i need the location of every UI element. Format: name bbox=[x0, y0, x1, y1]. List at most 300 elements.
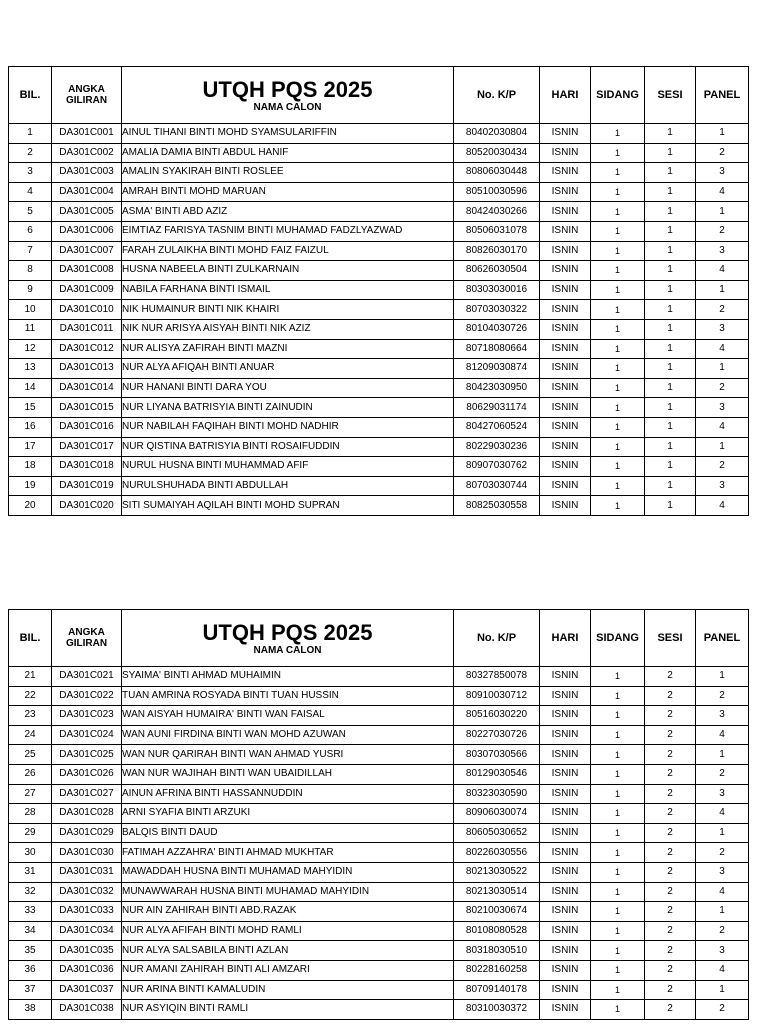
nokp-cell: 80327850078 bbox=[454, 667, 540, 687]
table-row bbox=[9, 300, 749, 320]
bil-cell: 4 bbox=[9, 182, 52, 202]
nama-calon-cell: NUR ARINA BINTI KAMALUDIN bbox=[122, 980, 454, 1000]
panel-cell: 1 bbox=[696, 745, 749, 765]
angka-giliran-cell: DA301C020 bbox=[52, 496, 122, 516]
panel-cell: 3 bbox=[696, 941, 749, 961]
panel-cell: 2 bbox=[696, 764, 749, 784]
hari-cell: ISNIN bbox=[540, 319, 591, 339]
table-row bbox=[9, 882, 749, 902]
hari-cell: ISNIN bbox=[540, 261, 591, 281]
nama-calon-cell: AINUL TIHANI BINTI MOHD SYAMSULARIFFIN bbox=[122, 124, 454, 144]
bil-cell: 8 bbox=[9, 261, 52, 281]
nama-calon-cell: NUR ALISYA ZAFIRAH BINTI MAZNI bbox=[122, 339, 454, 359]
bil-cell: 2 bbox=[9, 143, 52, 163]
sesi-cell: 1 bbox=[645, 124, 696, 144]
angka-giliran-cell: DA301C001 bbox=[52, 124, 122, 144]
page-title: UTQH PQS 2025 bbox=[202, 76, 373, 102]
sidang-cell: 1 bbox=[591, 823, 645, 843]
nama-calon-cell: MUNAWWARAH HUSNA BINTI MUHAMAD MAHYIDIN bbox=[122, 882, 454, 902]
sidang-cell: 1 bbox=[591, 417, 645, 437]
sidang-cell: 1 bbox=[591, 319, 645, 339]
nokp-cell: 80318030510 bbox=[454, 941, 540, 961]
table-row bbox=[9, 862, 749, 882]
sidang-cell: 1 bbox=[591, 882, 645, 902]
bil-cell: 18 bbox=[9, 457, 52, 477]
panel-cell: 2 bbox=[696, 378, 749, 398]
hari-cell: ISNIN bbox=[540, 476, 591, 496]
sesi-cell: 1 bbox=[645, 182, 696, 202]
hari-cell: ISNIN bbox=[540, 882, 591, 902]
bil-cell: 29 bbox=[9, 823, 52, 843]
nama-calon-cell: ASMA' BINTI ABD AZIZ bbox=[122, 202, 454, 222]
angka-giliran-header bbox=[52, 67, 122, 124]
panel-header: PANEL bbox=[696, 67, 749, 124]
angka-giliran-cell: DA301C003 bbox=[52, 163, 122, 183]
bil-cell: 9 bbox=[9, 280, 52, 300]
table-body bbox=[9, 667, 749, 1020]
hari-cell: ISNIN bbox=[540, 221, 591, 241]
nama-calon-cell: NURULSHUHADA BINTI ABDULLAH bbox=[122, 476, 454, 496]
nokp-cell: 80213030522 bbox=[454, 862, 540, 882]
sidang-cell: 1 bbox=[591, 378, 645, 398]
hari-cell: ISNIN bbox=[540, 359, 591, 379]
bil-cell: 30 bbox=[9, 843, 52, 863]
nokp-cell: 80709140178 bbox=[454, 980, 540, 1000]
sidang-cell: 1 bbox=[591, 143, 645, 163]
table-row bbox=[9, 843, 749, 863]
nokp-cell: 80506031078 bbox=[454, 221, 540, 241]
bil-cell: 38 bbox=[9, 1000, 52, 1020]
hari-cell: ISNIN bbox=[540, 843, 591, 863]
angka-giliran-cell: DA301C007 bbox=[52, 241, 122, 261]
nama-calon-cell: NIK HUMAINUR BINTI NIK KHAIRI bbox=[122, 300, 454, 320]
giliran-label: GILIRAN bbox=[65, 638, 108, 649]
hari-cell: ISNIN bbox=[540, 417, 591, 437]
table-row bbox=[9, 823, 749, 843]
bil-cell: 28 bbox=[9, 804, 52, 824]
sesi-cell: 1 bbox=[645, 221, 696, 241]
sesi-cell: 1 bbox=[645, 202, 696, 222]
angka-giliran-cell: DA301C031 bbox=[52, 862, 122, 882]
angka-giliran-cell: DA301C022 bbox=[52, 686, 122, 706]
nama-calon-cell: HUSNA NABEELA BINTI ZULKARNAIN bbox=[122, 261, 454, 281]
nokp-cell: 80626030504 bbox=[454, 261, 540, 281]
hari-cell: ISNIN bbox=[540, 398, 591, 418]
nama-calon-cell: NABILA FARHANA BINTI ISMAIL bbox=[122, 280, 454, 300]
hari-cell: ISNIN bbox=[540, 667, 591, 687]
sidang-cell: 1 bbox=[591, 804, 645, 824]
sidang-cell: 1 bbox=[591, 745, 645, 765]
hari-cell: ISNIN bbox=[540, 300, 591, 320]
table-row bbox=[9, 941, 749, 961]
table-row bbox=[9, 476, 749, 496]
sidang-cell: 1 bbox=[591, 725, 645, 745]
angka-giliran-cell: DA301C027 bbox=[52, 784, 122, 804]
bil-cell: 22 bbox=[9, 686, 52, 706]
table-row bbox=[9, 280, 749, 300]
nama-calon-label: NAMA CALON bbox=[253, 644, 322, 656]
nama-calon-cell: SITI SUMAIYAH AQILAH BINTI MOHD SUPRAN bbox=[122, 496, 454, 516]
table-row bbox=[9, 1000, 749, 1020]
nokp-cell: 80213030514 bbox=[454, 882, 540, 902]
table-row bbox=[9, 378, 749, 398]
hari-cell: ISNIN bbox=[540, 745, 591, 765]
nokp-cell: 80423030950 bbox=[454, 378, 540, 398]
angka-giliran-cell: DA301C035 bbox=[52, 941, 122, 961]
panel-cell: 1 bbox=[696, 359, 749, 379]
nokp-cell: 80907030762 bbox=[454, 457, 540, 477]
nokp-cell: 80323030590 bbox=[454, 784, 540, 804]
sidang-cell: 1 bbox=[591, 1000, 645, 1020]
bil-cell: 26 bbox=[9, 764, 52, 784]
candidate-table-1 bbox=[8, 66, 749, 516]
angka-giliran-cell: DA301C002 bbox=[52, 143, 122, 163]
hari-cell: ISNIN bbox=[540, 496, 591, 516]
nokp-cell: 80227030726 bbox=[454, 725, 540, 745]
table-header-row bbox=[9, 610, 749, 667]
table-row bbox=[9, 667, 749, 687]
bil-cell: 6 bbox=[9, 221, 52, 241]
sidang-cell: 1 bbox=[591, 862, 645, 882]
nama-calon-label: NAMA CALON bbox=[253, 101, 322, 113]
angka-giliran-cell: DA301C016 bbox=[52, 417, 122, 437]
nama-calon-cell: NUR ALYA AFIQAH BINTI ANUAR bbox=[122, 359, 454, 379]
sesi-cell: 2 bbox=[645, 862, 696, 882]
sidang-cell: 1 bbox=[591, 784, 645, 804]
table-row bbox=[9, 921, 749, 941]
angka-giliran-cell: DA301C037 bbox=[52, 980, 122, 1000]
angka-label: ANGKA bbox=[68, 627, 105, 638]
sidang-cell: 1 bbox=[591, 202, 645, 222]
panel-cell: 2 bbox=[696, 457, 749, 477]
table-row bbox=[9, 182, 749, 202]
sesi-cell: 1 bbox=[645, 398, 696, 418]
hari-cell: ISNIN bbox=[540, 725, 591, 745]
nokp-cell: 80520030434 bbox=[454, 143, 540, 163]
angka-giliran-cell: DA301C038 bbox=[52, 1000, 122, 1020]
bil-header: BIL. bbox=[9, 67, 52, 124]
nama-calon-cell: ARNI SYAFIA BINTI ARZUKI bbox=[122, 804, 454, 824]
nokp-cell: 80605030652 bbox=[454, 823, 540, 843]
nama-calon-cell: NUR LIYANA BATRISYIA BINTI ZAINUDIN bbox=[122, 398, 454, 418]
panel-cell: 2 bbox=[696, 843, 749, 863]
nokp-header: No. K/P bbox=[454, 610, 540, 667]
bil-cell: 20 bbox=[9, 496, 52, 516]
sesi-cell: 1 bbox=[645, 163, 696, 183]
nokp-cell: 80307030566 bbox=[454, 745, 540, 765]
panel-cell: 4 bbox=[696, 261, 749, 281]
table-row bbox=[9, 437, 749, 457]
nokp-cell: 80510030596 bbox=[454, 182, 540, 202]
sesi-cell: 1 bbox=[645, 300, 696, 320]
hari-cell: ISNIN bbox=[540, 921, 591, 941]
sidang-cell: 1 bbox=[591, 261, 645, 281]
nama-calon-cell: NUR ASYIQIN BINTI RAMLI bbox=[122, 1000, 454, 1020]
sidang-cell: 1 bbox=[591, 339, 645, 359]
sesi-cell: 2 bbox=[645, 784, 696, 804]
bil-cell: 27 bbox=[9, 784, 52, 804]
sesi-cell: 1 bbox=[645, 280, 696, 300]
sidang-cell: 1 bbox=[591, 300, 645, 320]
angka-giliran-cell: DA301C013 bbox=[52, 359, 122, 379]
table-row bbox=[9, 359, 749, 379]
page-title: UTQH PQS 2025 bbox=[202, 619, 373, 645]
bil-cell: 25 bbox=[9, 745, 52, 765]
nokp-header: No. K/P bbox=[454, 67, 540, 124]
angka-giliran-cell: DA301C026 bbox=[52, 764, 122, 784]
bil-cell: 33 bbox=[9, 902, 52, 922]
nokp-cell: 80129030546 bbox=[454, 764, 540, 784]
hari-cell: ISNIN bbox=[540, 163, 591, 183]
sesi-cell: 2 bbox=[645, 902, 696, 922]
table-row bbox=[9, 980, 749, 1000]
nokp-cell: 80226030556 bbox=[454, 843, 540, 863]
sesi-cell: 2 bbox=[645, 823, 696, 843]
hari-cell: ISNIN bbox=[540, 143, 591, 163]
table-row bbox=[9, 686, 749, 706]
panel-cell: 2 bbox=[696, 686, 749, 706]
sidang-cell: 1 bbox=[591, 182, 645, 202]
panel-cell: 3 bbox=[696, 862, 749, 882]
bil-cell: 11 bbox=[9, 319, 52, 339]
nama-calon-cell: AMALIN SYAKIRAH BINTI ROSLEE bbox=[122, 163, 454, 183]
nama-calon-cell: AMRAH BINTI MOHD MARUAN bbox=[122, 182, 454, 202]
bil-cell: 3 bbox=[9, 163, 52, 183]
table-row bbox=[9, 398, 749, 418]
table-row bbox=[9, 319, 749, 339]
angka-giliran-cell: DA301C032 bbox=[52, 882, 122, 902]
hari-cell: ISNIN bbox=[540, 823, 591, 843]
bil-cell: 34 bbox=[9, 921, 52, 941]
angka-giliran-cell: DA301C021 bbox=[52, 667, 122, 687]
sidang-cell: 1 bbox=[591, 241, 645, 261]
panel-cell: 1 bbox=[696, 980, 749, 1000]
panel-cell: 4 bbox=[696, 182, 749, 202]
angka-giliran-cell: DA301C010 bbox=[52, 300, 122, 320]
nokp-cell: 80910030712 bbox=[454, 686, 540, 706]
nokp-cell: 81209030874 bbox=[454, 359, 540, 379]
nama-calon-cell: NUR HANANI BINTI DARA YOU bbox=[122, 378, 454, 398]
nokp-cell: 80826030170 bbox=[454, 241, 540, 261]
nokp-cell: 80427060524 bbox=[454, 417, 540, 437]
hari-cell: ISNIN bbox=[540, 941, 591, 961]
sidang-cell: 1 bbox=[591, 476, 645, 496]
nokp-cell: 80906030074 bbox=[454, 804, 540, 824]
sidang-header: SIDANG bbox=[591, 67, 645, 124]
sesi-cell: 2 bbox=[645, 804, 696, 824]
table-header-row bbox=[9, 67, 749, 124]
sesi-cell: 1 bbox=[645, 457, 696, 477]
sidang-cell: 1 bbox=[591, 686, 645, 706]
hari-cell: ISNIN bbox=[540, 378, 591, 398]
nama-calon-cell: SYAIMA' BINTI AHMAD MUHAIMIN bbox=[122, 667, 454, 687]
angka-giliran-cell: DA301C034 bbox=[52, 921, 122, 941]
panel-cell: 3 bbox=[696, 319, 749, 339]
table-row bbox=[9, 221, 749, 241]
sidang-cell: 1 bbox=[591, 706, 645, 726]
nokp-cell: 80516030220 bbox=[454, 706, 540, 726]
table-row bbox=[9, 784, 749, 804]
hari-cell: ISNIN bbox=[540, 202, 591, 222]
bil-cell: 5 bbox=[9, 202, 52, 222]
nokp-cell: 80629031174 bbox=[454, 398, 540, 418]
panel-cell: 2 bbox=[696, 221, 749, 241]
hari-cell: ISNIN bbox=[540, 960, 591, 980]
nokp-cell: 80210030674 bbox=[454, 902, 540, 922]
sidang-cell: 1 bbox=[591, 921, 645, 941]
sesi-cell: 1 bbox=[645, 261, 696, 281]
sesi-cell: 1 bbox=[645, 437, 696, 457]
hari-cell: ISNIN bbox=[540, 124, 591, 144]
hari-header: HARI bbox=[540, 67, 591, 124]
angka-giliran-cell: DA301C015 bbox=[52, 398, 122, 418]
angka-label: ANGKA bbox=[68, 84, 105, 95]
hari-header: HARI bbox=[540, 610, 591, 667]
angka-giliran-cell: DA301C011 bbox=[52, 319, 122, 339]
title-header bbox=[122, 610, 454, 667]
angka-giliran-cell: DA301C019 bbox=[52, 476, 122, 496]
table-row bbox=[9, 202, 749, 222]
table-row bbox=[9, 725, 749, 745]
bil-cell: 1 bbox=[9, 124, 52, 144]
sesi-cell: 2 bbox=[645, 667, 696, 687]
sidang-cell: 1 bbox=[591, 221, 645, 241]
angka-giliran-cell: DA301C012 bbox=[52, 339, 122, 359]
panel-cell: 3 bbox=[696, 706, 749, 726]
sesi-header: SESI bbox=[645, 610, 696, 667]
sidang-cell: 1 bbox=[591, 359, 645, 379]
bil-cell: 24 bbox=[9, 725, 52, 745]
sidang-cell: 1 bbox=[591, 902, 645, 922]
bil-cell: 15 bbox=[9, 398, 52, 418]
nokp-cell: 80424030266 bbox=[454, 202, 540, 222]
bil-cell: 31 bbox=[9, 862, 52, 882]
hari-cell: ISNIN bbox=[540, 182, 591, 202]
sidang-cell: 1 bbox=[591, 437, 645, 457]
table-row bbox=[9, 241, 749, 261]
sesi-cell: 2 bbox=[645, 706, 696, 726]
bil-cell: 13 bbox=[9, 359, 52, 379]
hari-cell: ISNIN bbox=[540, 902, 591, 922]
nokp-cell: 80703030322 bbox=[454, 300, 540, 320]
angka-giliran-cell: DA301C005 bbox=[52, 202, 122, 222]
panel-cell: 1 bbox=[696, 202, 749, 222]
sidang-cell: 1 bbox=[591, 843, 645, 863]
title-header bbox=[122, 67, 454, 124]
sesi-cell: 2 bbox=[645, 921, 696, 941]
angka-giliran-cell: DA301C030 bbox=[52, 843, 122, 863]
sesi-cell: 1 bbox=[645, 378, 696, 398]
sidang-cell: 1 bbox=[591, 280, 645, 300]
angka-giliran-cell: DA301C006 bbox=[52, 221, 122, 241]
panel-cell: 3 bbox=[696, 784, 749, 804]
sesi-cell: 2 bbox=[645, 941, 696, 961]
sesi-cell: 2 bbox=[645, 764, 696, 784]
nokp-cell: 80104030726 bbox=[454, 319, 540, 339]
nama-calon-cell: NUR NABILAH FAQIHAH BINTI MOHD NADHIR bbox=[122, 417, 454, 437]
sesi-cell: 2 bbox=[645, 745, 696, 765]
hari-cell: ISNIN bbox=[540, 764, 591, 784]
angka-giliran-cell: DA301C029 bbox=[52, 823, 122, 843]
nama-calon-cell: NUR AMANI ZAHIRAH BINTI ALI AMZARI bbox=[122, 960, 454, 980]
bil-cell: 19 bbox=[9, 476, 52, 496]
nokp-cell: 80825030558 bbox=[454, 496, 540, 516]
nokp-cell: 80402030804 bbox=[454, 124, 540, 144]
nama-calon-cell: AMALIA DAMIA BINTI ABDUL HANIF bbox=[122, 143, 454, 163]
panel-cell: 4 bbox=[696, 804, 749, 824]
hari-cell: ISNIN bbox=[540, 457, 591, 477]
nokp-cell: 80108080528 bbox=[454, 921, 540, 941]
table-row bbox=[9, 764, 749, 784]
nama-calon-cell: BALQIS BINTI DAUD bbox=[122, 823, 454, 843]
sesi-cell: 1 bbox=[645, 241, 696, 261]
panel-cell: 3 bbox=[696, 476, 749, 496]
angka-giliran-cell: DA301C033 bbox=[52, 902, 122, 922]
panel-header: PANEL bbox=[696, 610, 749, 667]
table-row bbox=[9, 457, 749, 477]
panel-cell: 2 bbox=[696, 143, 749, 163]
nama-calon-cell: FARAH ZULAIKHA BINTI MOHD FAIZ FAIZUL bbox=[122, 241, 454, 261]
panel-cell: 4 bbox=[696, 882, 749, 902]
panel-cell: 3 bbox=[696, 241, 749, 261]
nama-calon-cell: AINUN AFRINA BINTI HASSANNUDDIN bbox=[122, 784, 454, 804]
nama-calon-cell: NUR ALYA SALSABILA BINTI AZLAN bbox=[122, 941, 454, 961]
hari-cell: ISNIN bbox=[540, 686, 591, 706]
sidang-cell: 1 bbox=[591, 980, 645, 1000]
panel-cell: 4 bbox=[696, 339, 749, 359]
panel-cell: 2 bbox=[696, 921, 749, 941]
sidang-cell: 1 bbox=[591, 941, 645, 961]
sesi-cell: 1 bbox=[645, 359, 696, 379]
sidang-cell: 1 bbox=[591, 496, 645, 516]
nokp-cell: 80228160258 bbox=[454, 960, 540, 980]
bil-cell: 14 bbox=[9, 378, 52, 398]
bil-cell: 17 bbox=[9, 437, 52, 457]
panel-cell: 1 bbox=[696, 280, 749, 300]
table-row bbox=[9, 960, 749, 980]
sidang-cell: 1 bbox=[591, 398, 645, 418]
panel-cell: 4 bbox=[696, 417, 749, 437]
angka-giliran-cell: DA301C028 bbox=[52, 804, 122, 824]
table-row bbox=[9, 902, 749, 922]
nokp-cell: 80229030236 bbox=[454, 437, 540, 457]
table-row bbox=[9, 339, 749, 359]
table-row bbox=[9, 706, 749, 726]
hari-cell: ISNIN bbox=[540, 1000, 591, 1020]
angka-giliran-cell: DA301C014 bbox=[52, 378, 122, 398]
sesi-cell: 1 bbox=[645, 496, 696, 516]
nama-calon-cell: FATIMAH AZZAHRA' BINTI AHMAD MUKHTAR bbox=[122, 843, 454, 863]
sesi-cell: 1 bbox=[645, 339, 696, 359]
bil-cell: 36 bbox=[9, 960, 52, 980]
angka-giliran-cell: DA301C009 bbox=[52, 280, 122, 300]
panel-cell: 4 bbox=[696, 496, 749, 516]
table-row bbox=[9, 745, 749, 765]
nokp-cell: 80806030448 bbox=[454, 163, 540, 183]
angka-giliran-cell: DA301C008 bbox=[52, 261, 122, 281]
table-row bbox=[9, 124, 749, 144]
bil-cell: 21 bbox=[9, 667, 52, 687]
hari-cell: ISNIN bbox=[540, 784, 591, 804]
hari-cell: ISNIN bbox=[540, 339, 591, 359]
angka-giliran-cell: DA301C017 bbox=[52, 437, 122, 457]
bil-cell: 35 bbox=[9, 941, 52, 961]
panel-cell: 1 bbox=[696, 823, 749, 843]
table-body bbox=[9, 124, 749, 516]
bil-header: BIL. bbox=[9, 610, 52, 667]
nama-calon-cell: WAN NUR QARIRAH BINTI WAN AHMAD YUSRI bbox=[122, 745, 454, 765]
nama-calon-cell: NUR AIN ZAHIRAH BINTI ABD.RAZAK bbox=[122, 902, 454, 922]
